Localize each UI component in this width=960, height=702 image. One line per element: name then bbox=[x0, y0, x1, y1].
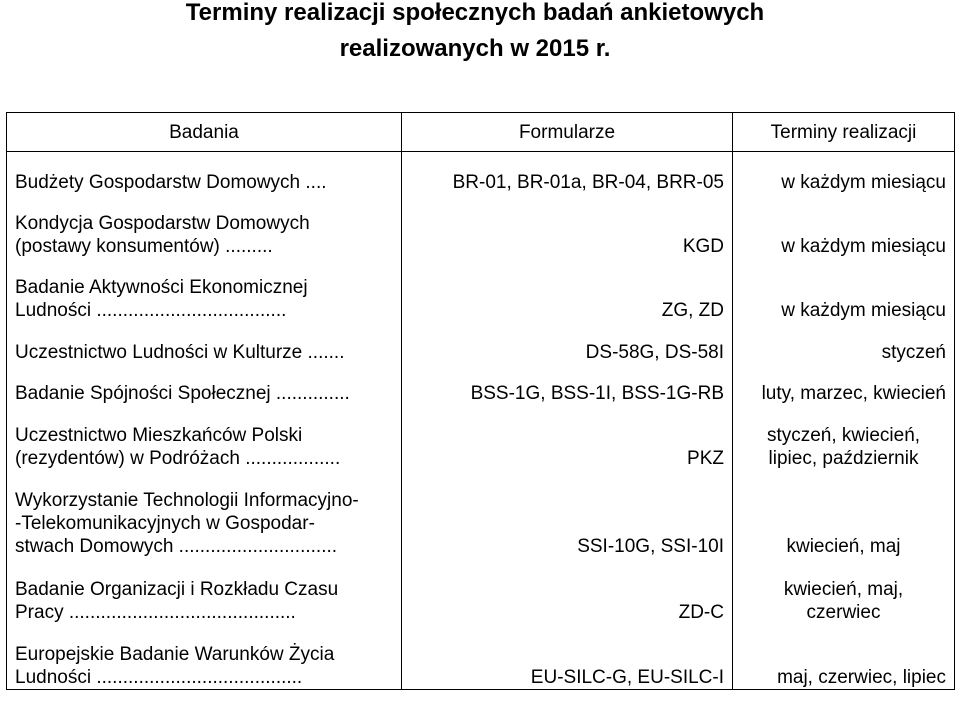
row-formularze: PKZ bbox=[687, 447, 724, 469]
title-line-2: realizowanych w 2015 r. bbox=[339, 35, 611, 62]
row-badania: Badanie Spójności Społecznej .............. bbox=[15, 382, 350, 404]
table-row bbox=[7, 322, 955, 364]
table-row bbox=[7, 364, 955, 405]
schedule-table bbox=[6, 112, 955, 690]
table-row bbox=[7, 152, 955, 194]
row-terminy: w każdym miesiącu bbox=[781, 235, 946, 257]
row-terminy: maj, czerwiec, lipiec bbox=[777, 667, 946, 688]
row-terminy: styczeń bbox=[881, 341, 946, 363]
row-formularze: ZG, ZD bbox=[661, 299, 724, 321]
row-formularze: EU-SILC-G, EU-SILC-I bbox=[530, 667, 724, 688]
row-badania: Badanie Aktywności Ekonomicznej Ludności .................................... bbox=[15, 276, 308, 321]
table-row bbox=[7, 258, 955, 322]
table-row bbox=[7, 558, 955, 624]
row-formularze: BR-01, BR-01a, BR-04, BRR-05 bbox=[452, 171, 724, 193]
row-terminy: luty, marzec, kwiecień bbox=[761, 382, 946, 404]
table-row bbox=[7, 194, 955, 258]
row-badania: Badanie Organizacji i Rozkładu Czasu Pracy ........................................... bbox=[15, 578, 339, 623]
row-formularze: ZD-C bbox=[678, 601, 724, 623]
row-terminy: w każdym miesiącu bbox=[781, 299, 946, 321]
table-row bbox=[7, 470, 955, 558]
row-formularze: BSS-1G, BSS-1I, BSS-1G-RB bbox=[470, 382, 724, 404]
table-row bbox=[7, 624, 955, 690]
row-formularze: SSI-10G, SSI-10I bbox=[577, 535, 724, 557]
row-badania: Kondycja Gospodarstw Domowych (postawy konsumentów) ......... bbox=[15, 212, 310, 257]
row-badania: Uczestnictwo Ludności w Kulturze ....... bbox=[15, 341, 345, 363]
header-badania: Badania bbox=[7, 113, 402, 152]
row-formularze: KGD bbox=[682, 235, 724, 257]
row-badania: Uczestnictwo Mieszkańców Polski (rezydentów) w Podróżach .................. bbox=[15, 424, 341, 469]
row-badania: Europejskie Badanie Warunków Życia Ludności ....................................... bbox=[15, 644, 335, 688]
header-terminy: Terminy realizacji bbox=[733, 113, 955, 152]
row-terminy: kwiecień, maj bbox=[786, 535, 901, 557]
row-terminy: w każdym miesiącu bbox=[781, 171, 946, 193]
row-badania: Wykorzystanie Technologii Informacyjno- -Telekomunikacyjnych w Gospodar- stwach Domowych .............................. bbox=[15, 489, 359, 557]
title-line-1: Terminy realizacji społecznych badań ankietowych bbox=[185, 0, 765, 26]
row-terminy: kwiecień, maj, czerwiec bbox=[783, 578, 904, 623]
header-formularze: Formularze bbox=[402, 113, 733, 152]
row-badania: Budżety Gospodarstw Domowych .... bbox=[15, 171, 327, 193]
table-header-row bbox=[7, 113, 955, 152]
row-formularze: DS-58G, DS-58I bbox=[585, 341, 724, 363]
row-terminy: styczeń, kwiecień, lipiec, październik bbox=[766, 424, 921, 469]
table-row bbox=[7, 405, 955, 470]
